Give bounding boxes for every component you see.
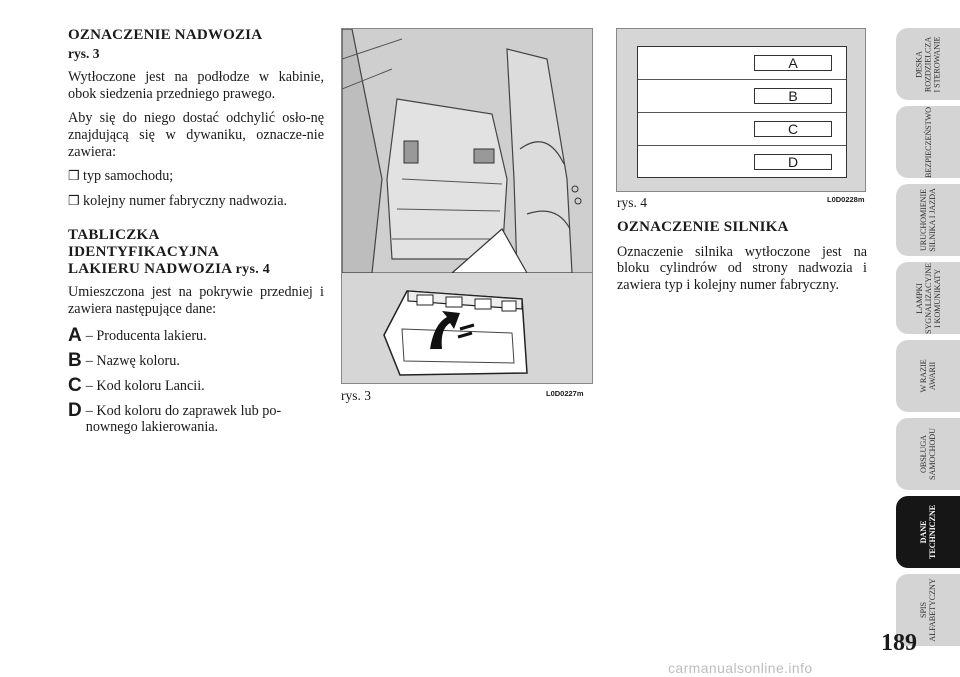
- list-item: [68, 168, 324, 185]
- paragraph: Oznaczenie silnika wytłoczone jest na bloku cylindrów od strony nadwozia i zawiera typ i kolejny numer fabryczny.: [617, 243, 867, 293]
- tab-starting-driving[interactable]: URUCHOMIENIE SILNIKA I JAZDA: [896, 184, 960, 256]
- plate-label-box: B: [754, 88, 832, 104]
- item-text: – Nazwę koloru.: [85, 352, 180, 369]
- title-line: TABLICZKA: [68, 227, 160, 244]
- figure-4-code: L0D0228m: [827, 195, 865, 204]
- title-line: LAKIERU NADWOZIA rys. 4: [68, 261, 271, 278]
- item-letter: D: [68, 399, 82, 421]
- paragraph: Wytłoczone jest na podłodze w kabinie, obok siedzenia przedniego prawego.: [68, 69, 324, 102]
- list-item: [68, 401, 324, 436]
- watermark: carmanualsonline.info: [668, 660, 813, 676]
- left-column: [68, 27, 324, 442]
- car-floor-drawing: [342, 29, 592, 383]
- tab-warning-lights[interactable]: LAMPKI SYGNALIZACYJNE I KOMUNIKATY: [896, 262, 960, 334]
- figure-4-illustration: [616, 28, 866, 192]
- item-text: – Producenta lakieru.: [85, 327, 207, 344]
- item-text: – Kod koloru Lancii.: [85, 377, 205, 394]
- plate-row: [638, 146, 846, 179]
- paragraph: Aby się do niego dostać odchylić osło-nę znajdującą się w dywaniku, oznacze-nie zawiera:: [68, 110, 324, 160]
- plate-label-box: D: [754, 154, 832, 170]
- list-item-text: kolejny numer fabryczny nadwozia.: [83, 192, 288, 209]
- figure-reference: rys. 3: [68, 45, 100, 61]
- item-letter: C: [68, 374, 82, 396]
- list-item: [68, 193, 324, 210]
- tab-dashboard-controls[interactable]: DESKA ROZDZIELCZA I STEROWANIE: [896, 28, 960, 100]
- figure-reference: rys. 4: [235, 262, 271, 278]
- tab-safety[interactable]: BEZPIECZEŃSTWO: [896, 106, 960, 178]
- tab-alphabetical-index[interactable]: SPIS ALFABETYCZNY: [896, 574, 960, 646]
- page-number: 189: [881, 630, 917, 656]
- section-title-paint-plate: [68, 227, 324, 278]
- tab-emergency[interactable]: W RAZIE AWARII: [896, 340, 960, 412]
- title-line: IDENTYFIKACYJNA: [68, 244, 220, 261]
- item-letter: A: [68, 324, 82, 346]
- checkbox-bullet-icon: ❒: [68, 192, 80, 208]
- tab-technical-data[interactable]: DANE TECHNICZNE: [896, 496, 960, 568]
- plate-label-box: A: [754, 55, 832, 71]
- list-item: [68, 376, 324, 395]
- figure-3-caption: rys. 3: [341, 388, 371, 403]
- item-text: – Kod koloru do zaprawek lub po-nownego lakierowania.: [85, 402, 282, 436]
- plate-row: [638, 80, 846, 113]
- plate-row: [638, 47, 846, 80]
- plate-row: [638, 113, 846, 146]
- figure-4-caption: rys. 4: [617, 195, 647, 210]
- tab-car-maintenance[interactable]: OBSŁUGA SAMOCHODU: [896, 418, 960, 490]
- checkbox-bullet-icon: ❒: [68, 168, 80, 184]
- list-item: [68, 351, 324, 370]
- right-column: [617, 219, 867, 293]
- item-letter: B: [68, 349, 82, 371]
- figure-3-code: L0D0227m: [546, 389, 584, 398]
- section-title-engine-marking: OZNACZENIE SILNIKA: [617, 219, 789, 235]
- plate-label-box: C: [754, 121, 832, 137]
- list-item-text: typ samochodu;: [83, 168, 174, 185]
- figure-3-illustration: [341, 28, 593, 384]
- paragraph: Umieszczona jest na pokrywie przedniej i zawiera następujące dane:: [68, 284, 324, 317]
- section-title-body-marking: OZNACZENIE NADWOZIA: [68, 27, 263, 43]
- paint-identification-plate: [637, 46, 847, 178]
- list-item: [68, 326, 324, 345]
